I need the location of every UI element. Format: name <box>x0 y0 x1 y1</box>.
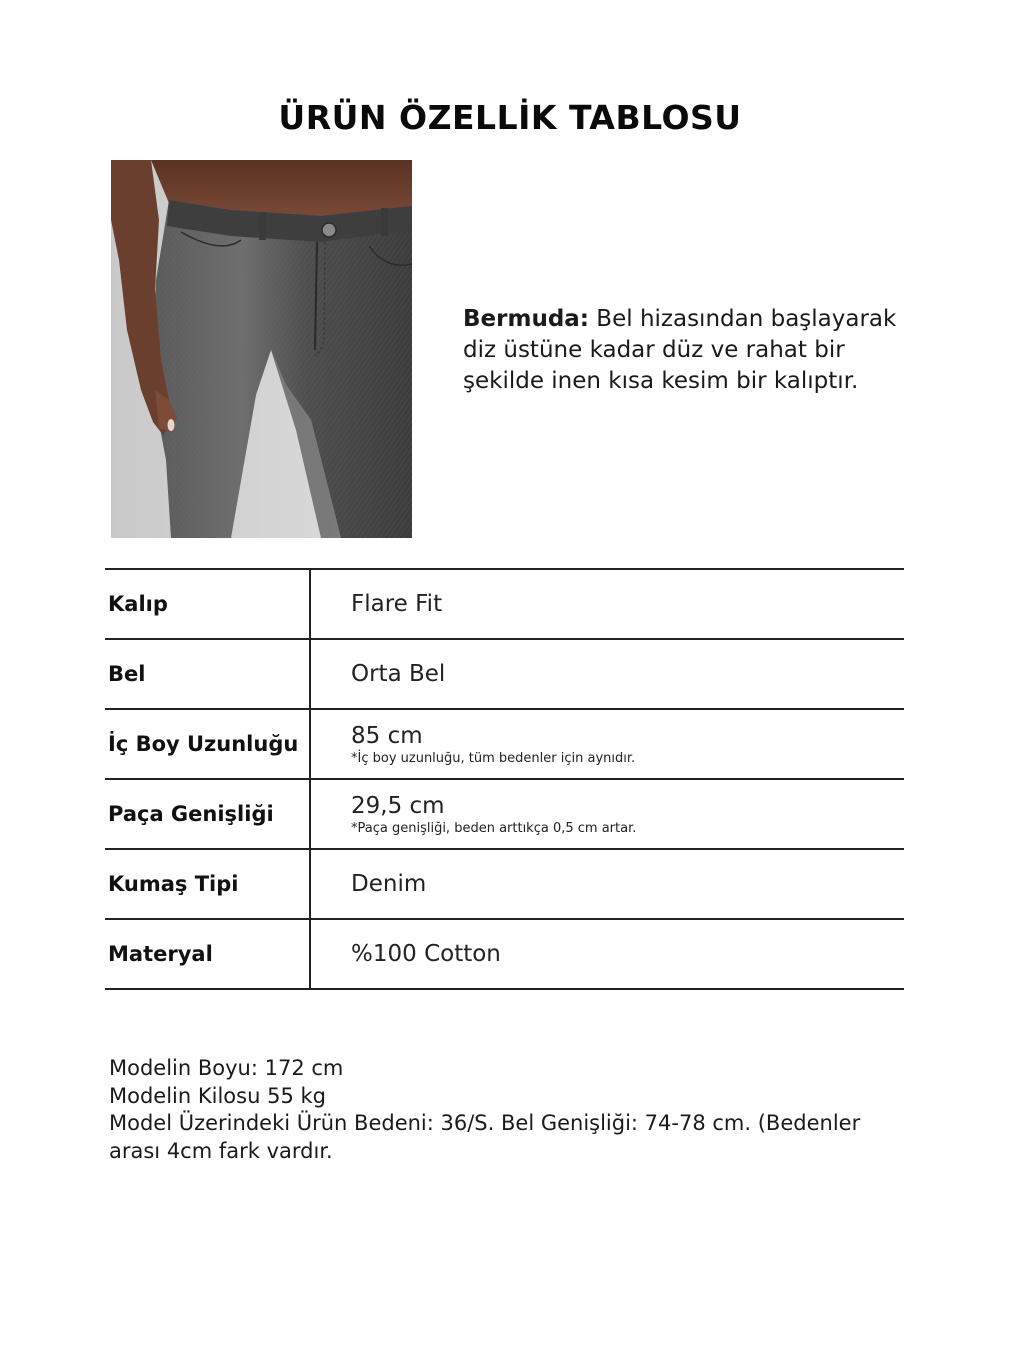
spec-label: İç Boy Uzunluğu <box>105 709 310 779</box>
page-title: ÜRÜN ÖZELLİK TABLOSU <box>278 98 742 137</box>
table-row <box>105 709 904 779</box>
table-row <box>105 639 904 709</box>
product-photo <box>111 160 412 538</box>
spec-value <box>310 919 904 989</box>
spec-value <box>310 779 904 849</box>
fit-description <box>463 304 923 397</box>
fit-term: Bermuda: <box>463 306 589 332</box>
spec-value <box>310 569 904 639</box>
spec-value <box>310 639 904 709</box>
spec-label: Kalıp <box>105 569 310 639</box>
model-size: Model Üzerindeki Ürün Bedeni: 36/S. Bel Genişliği: 74-78 cm. (Bedenler arası 4cm fark vardır. <box>109 1111 861 1163</box>
spec-label: Paça Genişliği <box>105 779 310 849</box>
spec-note: *İç boy uzunluğu, tüm bedenler için aynıdır. <box>351 750 636 766</box>
spec-value-text: 85 cm <box>351 722 423 749</box>
spec-value-text: 29,5 cm <box>351 792 445 819</box>
spec-label: Materyal <box>105 919 310 989</box>
spec-value-text: %100 Cotton <box>351 941 501 967</box>
model-weight: Modelin Kilosu 55 kg <box>109 1083 326 1108</box>
table-row <box>105 919 904 989</box>
spec-note: *Paça genişliği, beden arttıkça 0,5 cm artar. <box>351 820 637 836</box>
model-info <box>109 1055 899 1165</box>
spec-value <box>310 849 904 919</box>
fit-description-text: Bel hizasından başlayarak diz üstüne kadar düz ve rahat bir şekilde inen kısa kesim bir kalıptır. <box>463 306 897 394</box>
spec-value-text: Flare Fit <box>351 591 443 617</box>
spec-label: Bel <box>105 639 310 709</box>
spec-value <box>310 709 904 779</box>
model-height: Modelin Boyu: 172 cm <box>109 1056 344 1080</box>
denim-jeans-photo <box>111 160 412 538</box>
spec-value-text: Denim <box>351 871 427 897</box>
spec-value-text: Orta Bel <box>351 661 446 687</box>
spec-table <box>105 568 904 990</box>
spec-label: Kumaş Tipi <box>105 849 310 919</box>
table-row <box>105 779 904 849</box>
table-row <box>105 569 904 639</box>
table-row <box>105 849 904 919</box>
